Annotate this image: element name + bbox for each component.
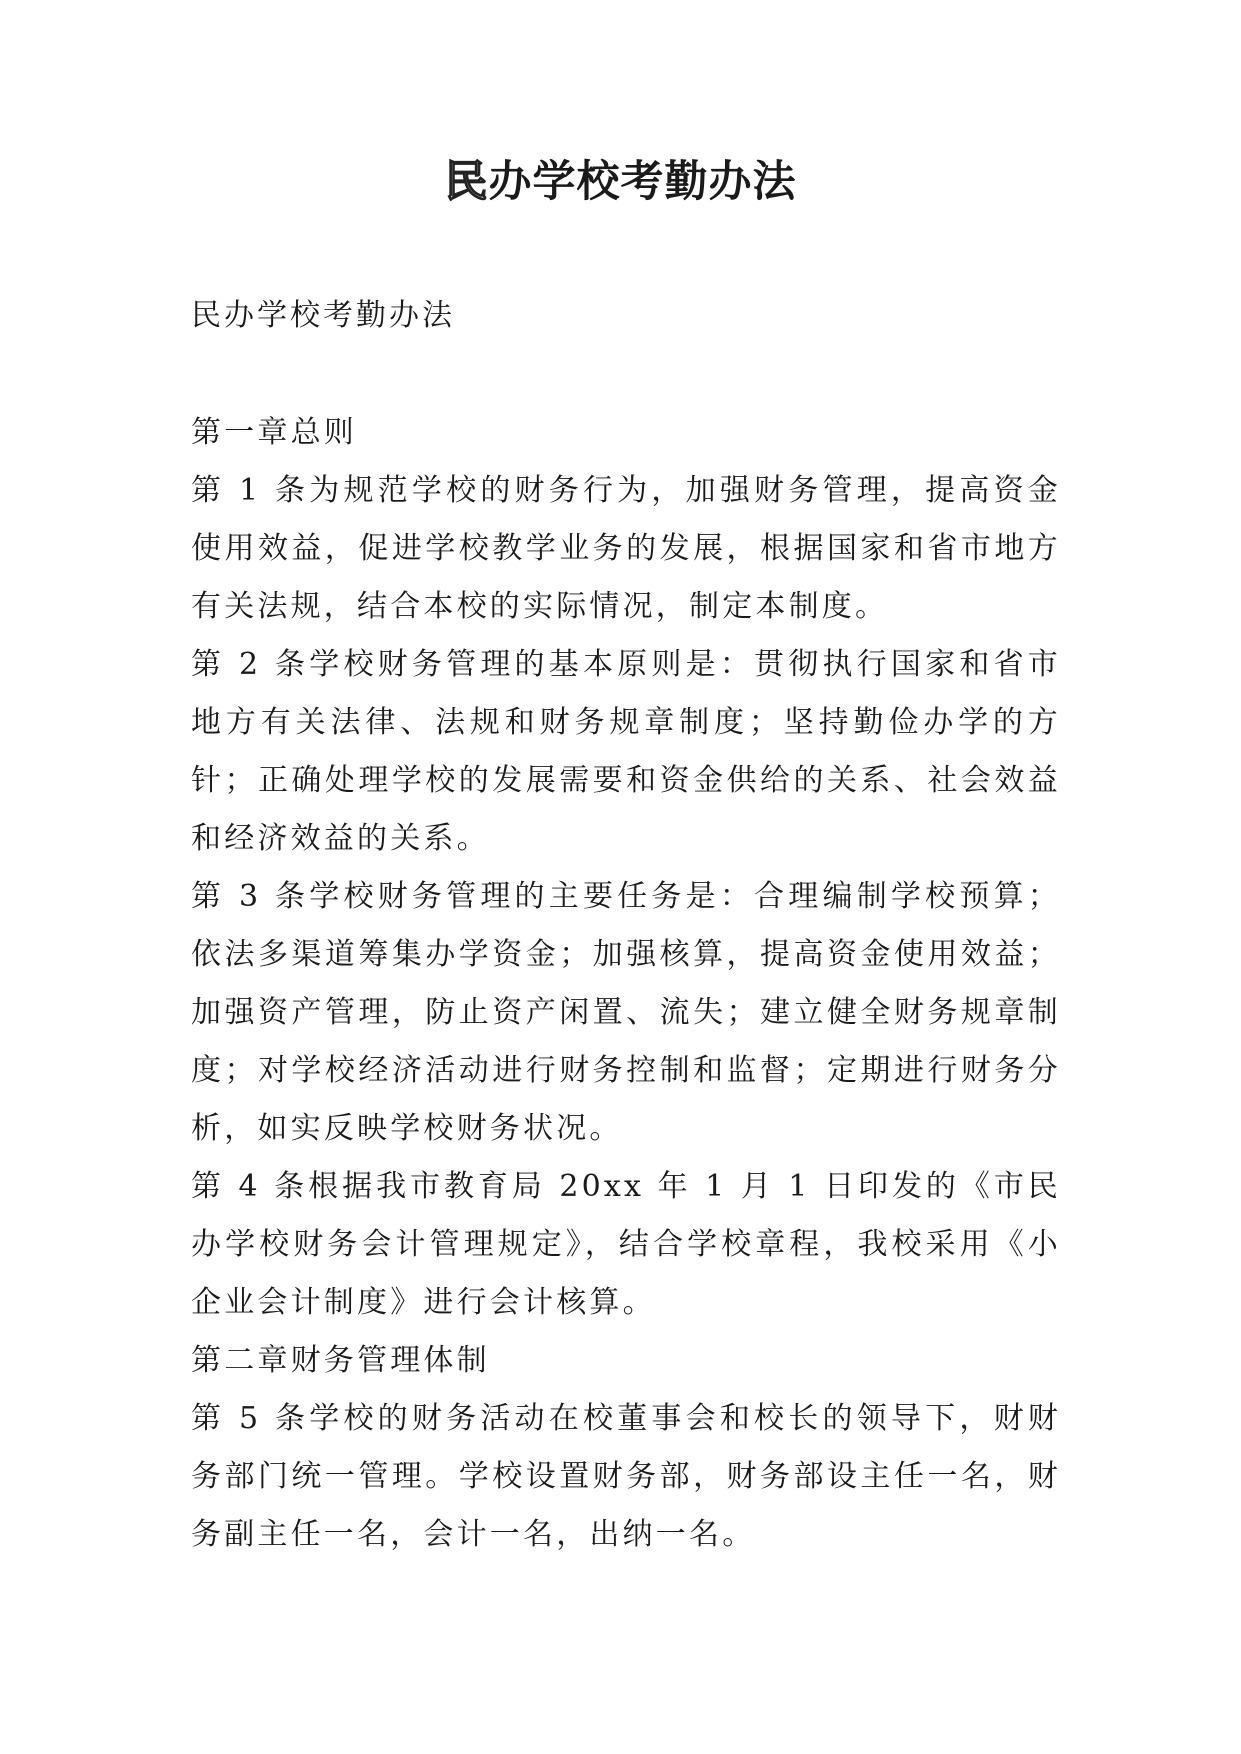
document-title-first-char: 民 — [444, 157, 489, 207]
chapter-heading-1: 第一章总则 — [191, 415, 357, 450]
article-3: 第 3 条学校财务管理的主要任务是：合理编制学校预算；依法多渠道筹集办学资金；加强核算，提高资金使用效益；加强资产管理，防止资产闲置、流失；建立健全财务规章制度；对学校经济活动进行财务控制和监督；定期进行财务分析，如实反映学校财务状况。 — [191, 879, 1061, 1146]
document-title — [0, 152, 1241, 212]
article-2: 第 2 条学校财务管理的基本原则是：贯彻执行国家和省市地方有关法律、法规和财务规章制度；坚持勤俭办学的方针；正确处理学校的发展需要和资金供给的关系、社会效益和经济效益的关系。 — [191, 647, 1061, 856]
article-1: 第 1 条为规范学校的财务行为，加强财务管理，提高资金使用效益，促进学校教学业务的发展，根据国家和省市地方有关法规，结合本校的实际情况，制定本制度。 — [191, 473, 1061, 624]
document-body — [191, 404, 1061, 1564]
chapter-heading-2: 第二章财务管理体制 — [191, 1343, 490, 1378]
document-title-rest: 办学校考勤办法 — [488, 157, 797, 207]
article-5: 第 5 条学校的财务活动在校董事会和校长的领导下，财财务部门统一管理。学校设置财务部，财务部设主任一名，财务副主任一名，会计一名，出纳一名。 — [191, 1401, 1061, 1552]
article-4: 第 4 条根据我市教育局 20xx 年 1 月 1 日印发的《市民办学校财务会计管理规定》，结合学校章程，我校采用《小企业会计制度》进行会计核算。 — [191, 1169, 1061, 1320]
document-subtitle: 民办学校考勤办法 — [191, 298, 455, 333]
